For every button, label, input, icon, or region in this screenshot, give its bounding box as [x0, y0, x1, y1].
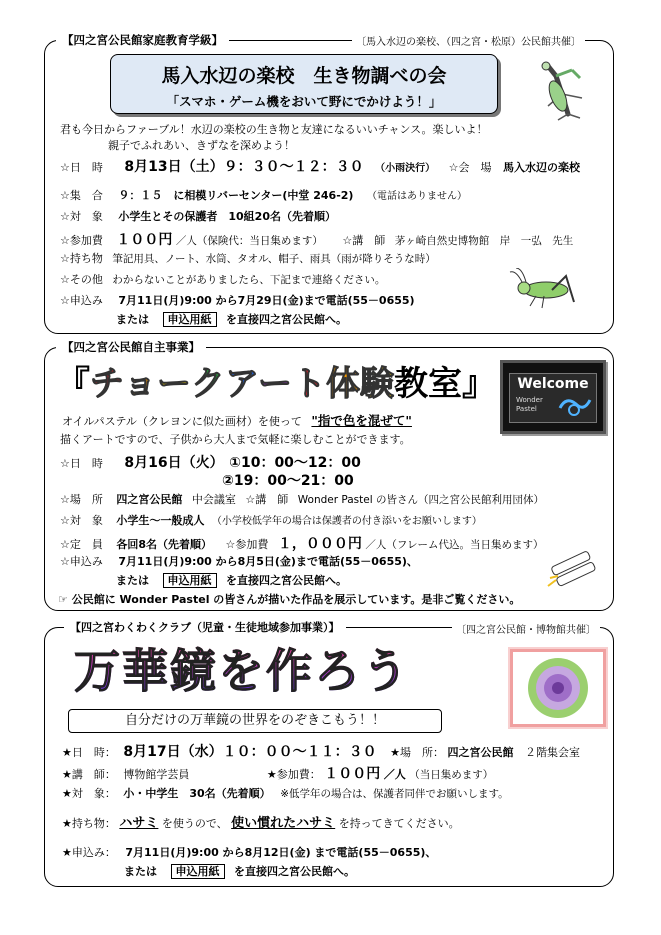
apply-alt-suffix: を直接四之宮公民館へ。: [234, 865, 355, 878]
target-label: ☆対 象: [60, 514, 103, 527]
items-label: ☆持ち物: [60, 252, 103, 265]
capacity-label: ☆定 員: [60, 538, 103, 551]
event-title: 万華鏡を作ろう: [74, 644, 410, 698]
place-value: 四之宮公民館: [447, 746, 514, 759]
apply-label: ☆申込み: [60, 294, 103, 307]
exhibit-notice: ☞ 公民館に Wonder Pastel の皆さんが描いた作品を展示しています。是非ご覧ください。: [58, 593, 521, 606]
target-value: 小学生とその保護者 10組20名（先着順）: [118, 210, 336, 223]
target-value: 小学生～一般成人: [116, 514, 205, 527]
fee-label: ☆参加費: [60, 234, 103, 247]
grasshopper-icon: [508, 268, 580, 310]
place-value: 四之宮公民館: [116, 493, 183, 506]
fee-unit: ／人（保険代：当日集めます）: [175, 235, 323, 247]
fee-unit: ／人（フレーム代込。当日集めます）: [365, 539, 544, 551]
apply-alt-prefix: または: [116, 574, 149, 587]
title-char: ト: [291, 364, 326, 404]
lecturer-value: Wonder Pastel の皆さん（四之宮公民館利用団体）: [297, 494, 544, 506]
date-label: ☆日 時: [60, 457, 103, 470]
date-value: 8月16日（火）: [124, 455, 224, 471]
fee-value: １００円: [324, 766, 381, 782]
target-label: ★対 象：: [62, 787, 116, 800]
kaleidoscope-flower-icon: [513, 652, 603, 724]
venue-label: ☆会 場: [448, 161, 492, 174]
place-label: ★場 所：: [390, 746, 444, 759]
title-char: ク: [190, 364, 225, 404]
cohost-note: 〔四之宮公民館・博物館共催〕: [452, 621, 600, 636]
cohost-note: 〔馬入水辺の楽校、（四之宮・松原）公民館共催〕: [352, 33, 585, 48]
target-label: ☆対 象: [60, 210, 103, 223]
application-form-link[interactable]: 申込用紙: [171, 864, 225, 879]
banner-scroll: [68, 709, 442, 733]
title-char: 験: [359, 364, 394, 404]
mantis-icon: [528, 58, 592, 124]
place-label: ☆場 所: [60, 493, 103, 506]
title-bracket-open: 『: [56, 364, 90, 404]
lecturer-value: 茅ヶ崎自然史博物館 岸 一弘 先生: [394, 235, 574, 247]
lecturer-label: ☆講 師: [245, 493, 289, 506]
event-title: 馬入水辺の楽校 生き物調べの会: [161, 65, 447, 87]
fee-value: １，０００円: [277, 536, 362, 552]
lecturer-value: 博物館学芸員: [123, 768, 190, 781]
fee-value: １００円: [116, 232, 173, 248]
logo-sub-1: Wonder: [516, 396, 543, 404]
lecturer-label: ☆講 師: [342, 234, 386, 247]
lecturer-label: ★講 師：: [62, 768, 116, 781]
time-slot-2: ②19：00～21：00: [222, 473, 354, 489]
intro-line-2: 親子でふれあい、きずなを深めよう！: [108, 139, 295, 152]
meet-label: ☆集 合: [60, 189, 103, 202]
section-tag: 【四之宮公民館自主事業】: [56, 339, 206, 355]
target-value: 小・中学生 30名（先着順）: [123, 787, 271, 800]
logo-welcome: Welcome: [517, 376, 589, 392]
application-form-link[interactable]: 申込用紙: [163, 573, 217, 588]
apply-alt-prefix: または: [116, 313, 149, 326]
other-value: わからないことがありましたら、下記まで連絡ください。: [112, 274, 386, 286]
title-bracket-close: 』: [461, 364, 496, 404]
section-tag: 【四之宮公民館家庭教育学級】: [56, 32, 229, 48]
title-colored: [90, 364, 394, 404]
title-char: ョ: [122, 364, 157, 404]
title-char: ー: [156, 364, 191, 404]
intro-line-1: オイルパステル（クレヨンに似た画材）を使って: [62, 415, 302, 428]
items-text-2: を持ってきてください。: [338, 817, 460, 830]
wonder-pastel-logo: [500, 360, 606, 434]
apply-alt-suffix: を直接四之宮公民館へ。: [226, 574, 347, 587]
title-char: 体: [325, 364, 360, 404]
apply-label: ☆申込み: [60, 555, 103, 568]
apply-label: ★申込み：: [62, 846, 116, 859]
apply-alt-prefix: または: [124, 865, 157, 878]
items-scissors: ハサミ: [119, 816, 159, 831]
title-box: [110, 54, 498, 114]
place-room: 中会議室: [191, 493, 236, 506]
intro-line-1: 君も今日からファーブル！水辺の楽校の生き物と友達になるいいチャンス。楽しいよ！: [60, 123, 488, 136]
title-char: ア: [224, 364, 258, 404]
items-label: ★持ち物：: [62, 817, 116, 830]
other-label: ☆その他: [60, 273, 103, 286]
target-note: ※低学年の場合は、保護者同伴でお願いします。: [280, 788, 509, 800]
application-form-link[interactable]: 申込用紙: [163, 312, 217, 327]
logo-sub-2: Pastel: [516, 405, 537, 413]
chalk-icon: [546, 550, 602, 592]
fee-label: ★参加費：: [266, 768, 321, 781]
title-black: 教室: [393, 364, 462, 404]
apply-alt-suffix: を直接四之宮公民館へ。: [226, 313, 347, 326]
fee-unit: ／人: [383, 768, 406, 781]
section-tag: 【四之宮わくわくクラブ（児童・生徒地域参加事業）】: [64, 619, 346, 635]
items-own-scissors: 使い慣れたハサミ: [231, 816, 336, 831]
date-label: ★日 時：: [62, 746, 116, 759]
venue-value: 馬入水辺の楽校: [502, 161, 580, 174]
swirl-icon: [556, 394, 594, 418]
title-char: チ: [90, 364, 123, 404]
fee-label: ☆参加費: [225, 538, 269, 551]
fee-note: （当日集めます）: [409, 769, 494, 781]
time-slot-1: ①10：00～12：00: [229, 455, 361, 471]
meet-value: ９：１５ に相模リバーセンター(中堂 246-2): [118, 189, 354, 202]
meet-note: （電話はありません）: [366, 191, 467, 202]
date-value: 8月13日（土）９：３０～１２：３０: [124, 159, 364, 175]
apply-value: 7月11日(月)9:00 から8月12日(金) まで電話(55－0655)、: [125, 846, 437, 859]
place-room: ２階集会室: [524, 746, 580, 759]
event-title: [56, 364, 496, 404]
title-char: ー: [257, 364, 292, 404]
items-text-1: を使うので、: [161, 817, 228, 830]
items-value: 筆記用具、ノート、水筒、タオル、帽子、雨具（雨が降りそうな時）: [112, 253, 436, 265]
date-value: 8月17日（水）１０：００～１１：３０: [123, 744, 377, 760]
target-note: （小学校低学年の場合は保護者の付き添いをお願いします）: [211, 516, 482, 527]
date-note: （小雨決行）: [375, 163, 436, 174]
kaleidoscope-photo: [510, 649, 606, 727]
intro-highlight: "指で色を混ぜて": [311, 413, 412, 428]
intro-line-2: 描くアートですので、子供から大人まで気軽に楽しむことができます。: [60, 433, 411, 446]
banner-text: 自分だけの万華鏡の世界をのぞきこもう！！: [124, 713, 385, 728]
date-label: ☆日 時: [60, 161, 103, 174]
capacity-value: 各回8名（先着順）: [116, 538, 213, 551]
apply-value: 7月11日(月)9:00 から8月5日(金)まで電話(55－0655)、: [118, 555, 418, 568]
event-subtitle: 「スマホ・ゲーム機をおいて野にでかけよう！」: [166, 94, 442, 109]
apply-value: 7月11日(月)9:00 から7月29日(金)まで電話(55－0655): [118, 294, 415, 307]
